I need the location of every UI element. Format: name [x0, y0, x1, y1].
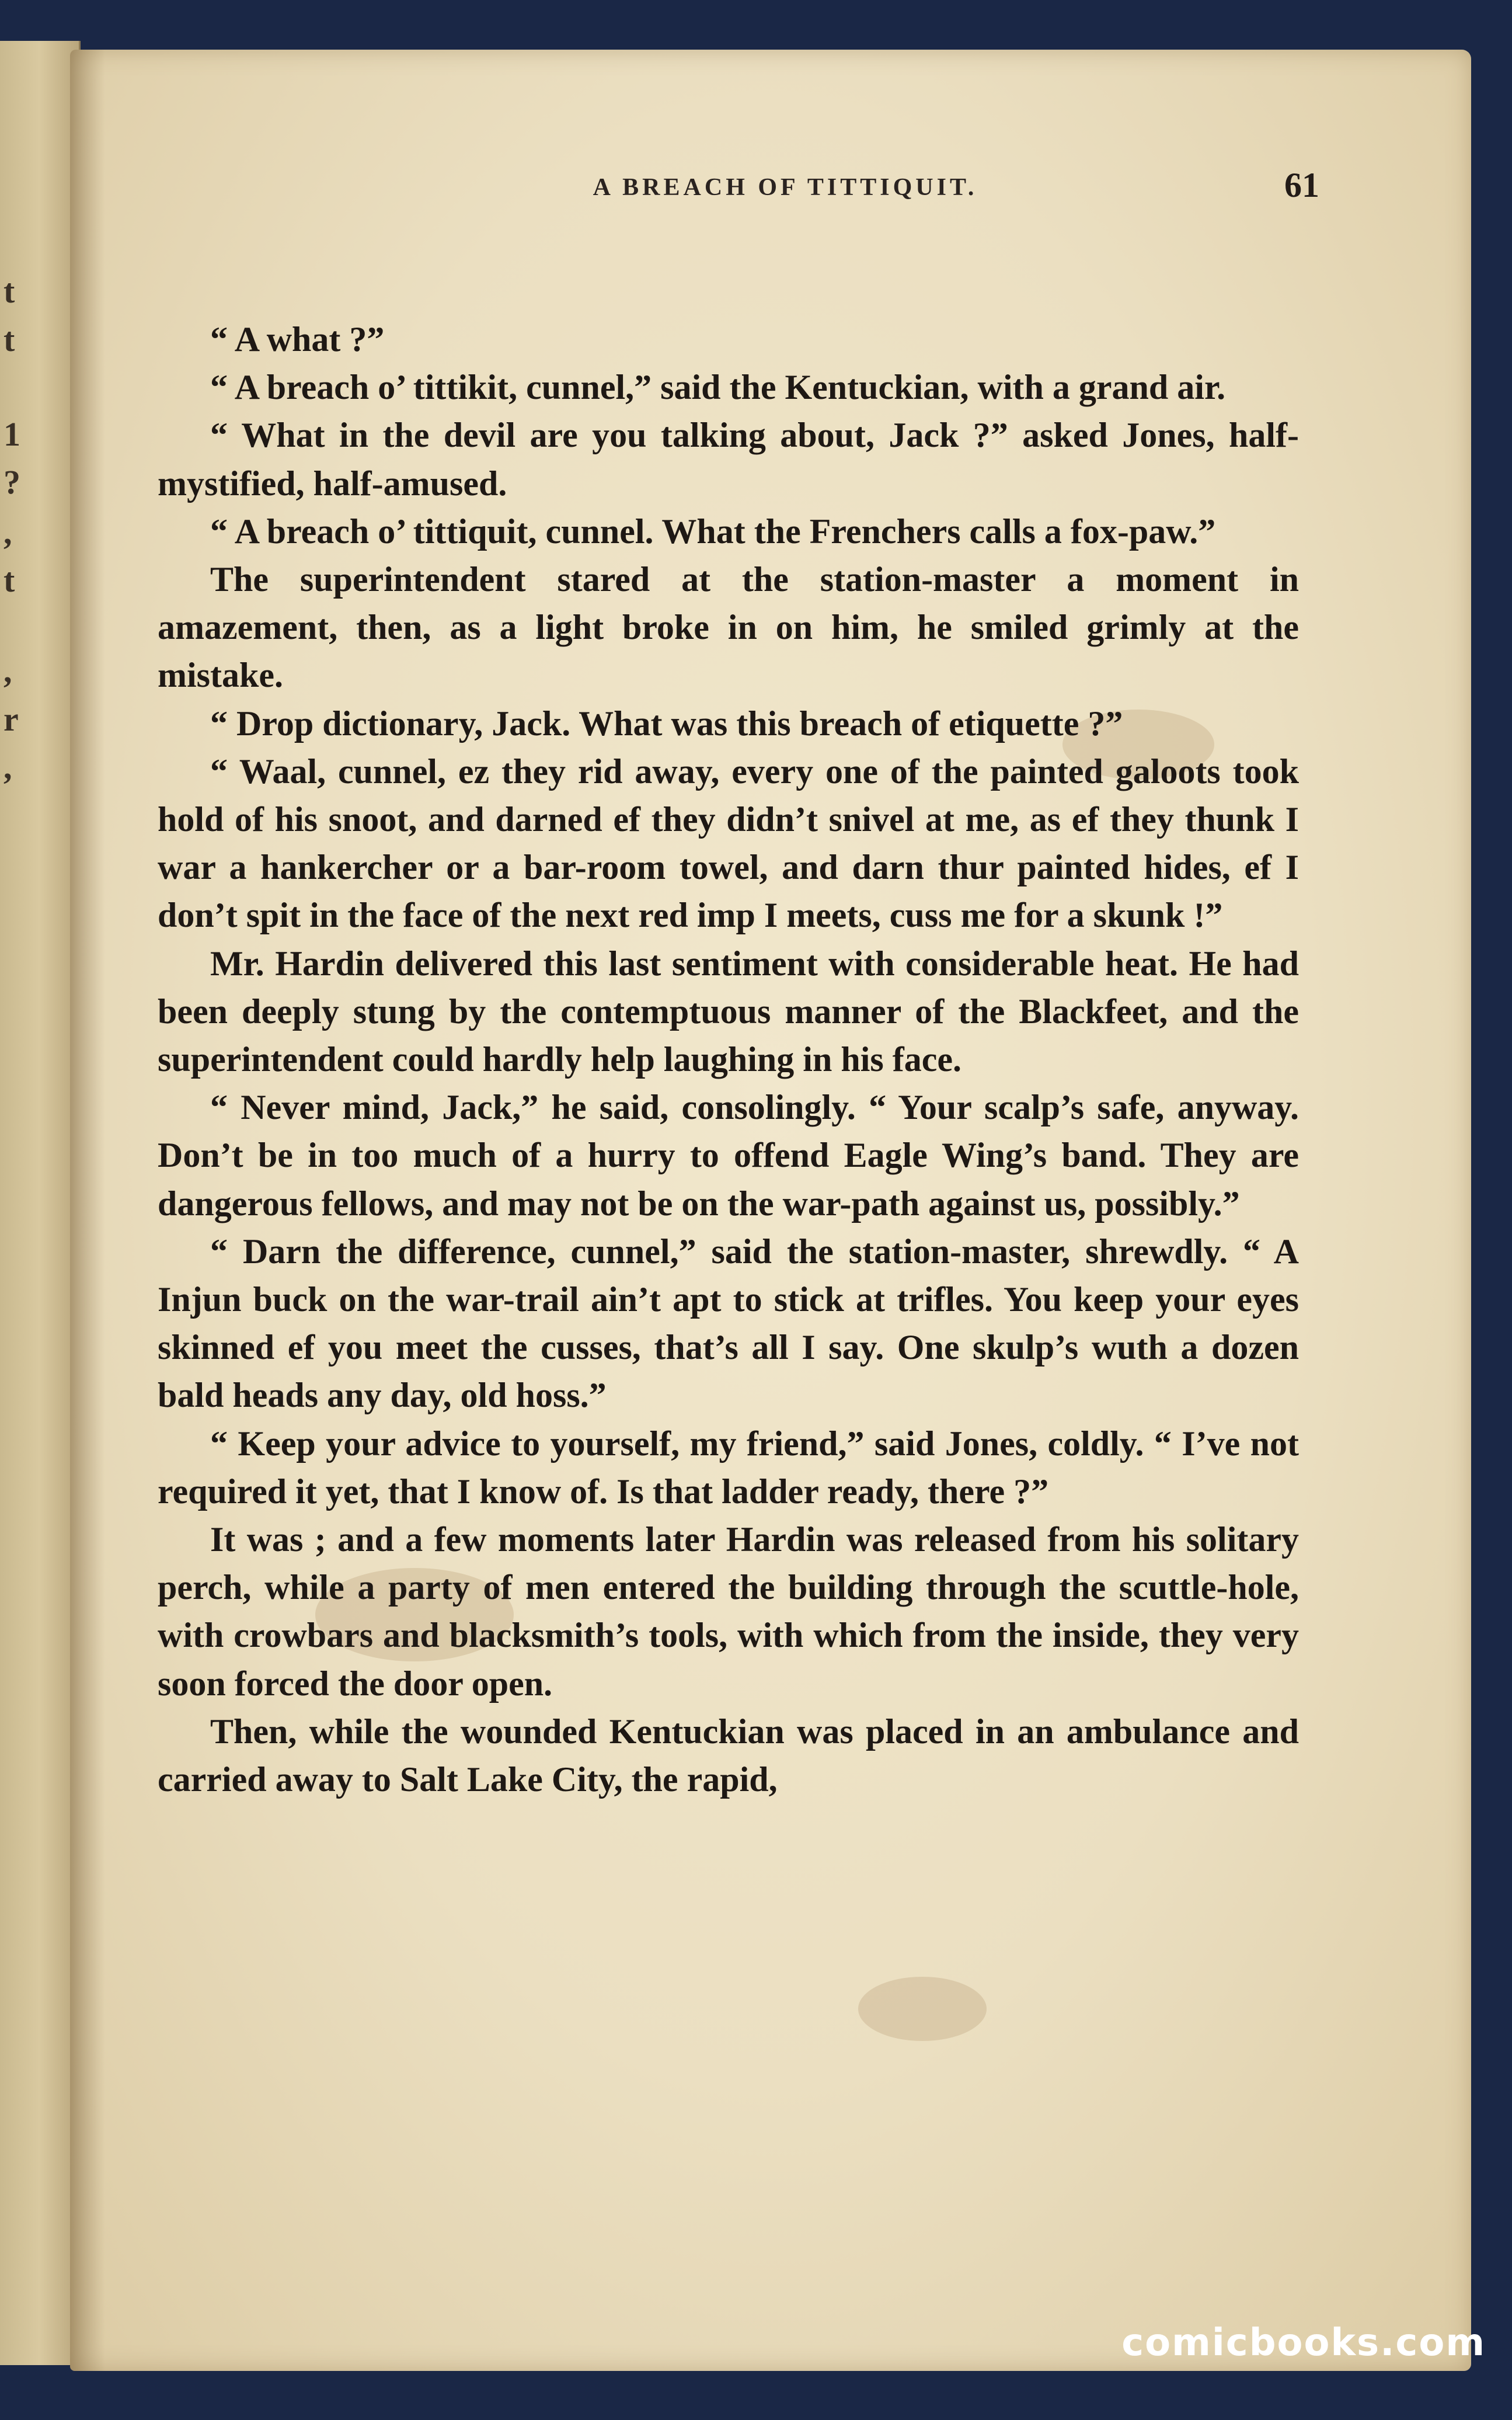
paragraph: “ A what ?” [210, 320, 385, 359]
paragraph: Then, while the wounded Kentuckian was placed in an ambulance and carried away to Salt Lake City, the rapid, [158, 1712, 1299, 1799]
paragraph: “ Darn the difference, cunnel,” said the station-master, shrewdly. “ A Injun buck on the war-trail ain’t apt to stick at trifles. You keep your eyes skinned ef you meet the cusses, that’s all I say. One skulp’s wuth a dozen bald heads any day, old hoss.” [158, 1232, 1299, 1415]
facing-page-fragment: t [4, 272, 15, 310]
paragraph: “ A breach o’ tittiquit, cunnel. What the Frenchers calls a fox-paw.” [210, 512, 1216, 551]
paragraph: “ Never mind, Jack,” he said, consolingly. “ Your scalp’s safe, anyway. Don’t be in too much of a hurry to offend Eagle Wing’s band. They are dangerous fellows, and may not be on the war-path against us, possibly.” [158, 1088, 1299, 1223]
facing-page-fragment: , [4, 652, 12, 690]
paragraph: It was ; and a few moments later Hardin was released from his solitary perch, while a party of men entered the building through the scuttle-hole, with crowbars and blacksmith’s tools, with which from the inside, they very soon forced the door open. [158, 1520, 1299, 1703]
book-page [70, 50, 1471, 2371]
paragraph: “ Waal, cunnel, ez they rid away, every one of the painted galoots took hold of his snoot, and darned ef they didn’t snivel at me, as ef they thunk I war a hankercher or a bar-room towel, and darn thur painted hides, ef I don’t spit in the face of the next red imp I meets, cuss me for a skunk !” [158, 752, 1299, 935]
facing-page-fragment: t [4, 561, 15, 599]
paragraph: Mr. Hardin delivered this last sentiment with considerable heat. He had been deeply stung by the contemptuous manner of the Blackfeet, and the superintendent could hardly help laughing in his face. [158, 944, 1299, 1079]
paragraph: The superintendent stared at the station-master a moment in amazement, then, as a light broke in on him, he smiled grimly at the mistake. [158, 560, 1299, 695]
facing-page-fragment: r [4, 700, 19, 738]
paragraph: “ Keep your advice to yourself, my friend,” said Jones, coldly. “ I’ve not required it yet, that I know of. Is that ladder ready, there ?” [158, 1424, 1299, 1511]
running-title: A BREACH OF TITTIQUIT. [593, 174, 978, 201]
gutter-shadow [70, 50, 105, 2371]
facing-page-fragment: 1 [4, 415, 20, 453]
facing-page-fragment: t [4, 321, 15, 359]
facing-page-fragment: ? [4, 463, 20, 501]
paragraph: “ What in the devil are you talking about, Jack ?” asked Jones, half-mystified, half-amused. [158, 416, 1299, 503]
facing-page-fragment: , [4, 513, 12, 551]
facing-page-edge [0, 41, 81, 2365]
page-number: 61 [1284, 166, 1319, 204]
facing-page-fragment: , [4, 748, 12, 786]
paper-stain [858, 1977, 987, 2041]
watermark: comicbooks.com [1121, 2321, 1486, 2365]
paragraph: “ A breach o’ tittikit, cunnel,” said the Kentuckian, with a grand air. [210, 368, 1226, 407]
body-text [158, 315, 1299, 1803]
paragraph: “ Drop dictionary, Jack. What was this breach of etiquette ?” [210, 704, 1123, 743]
